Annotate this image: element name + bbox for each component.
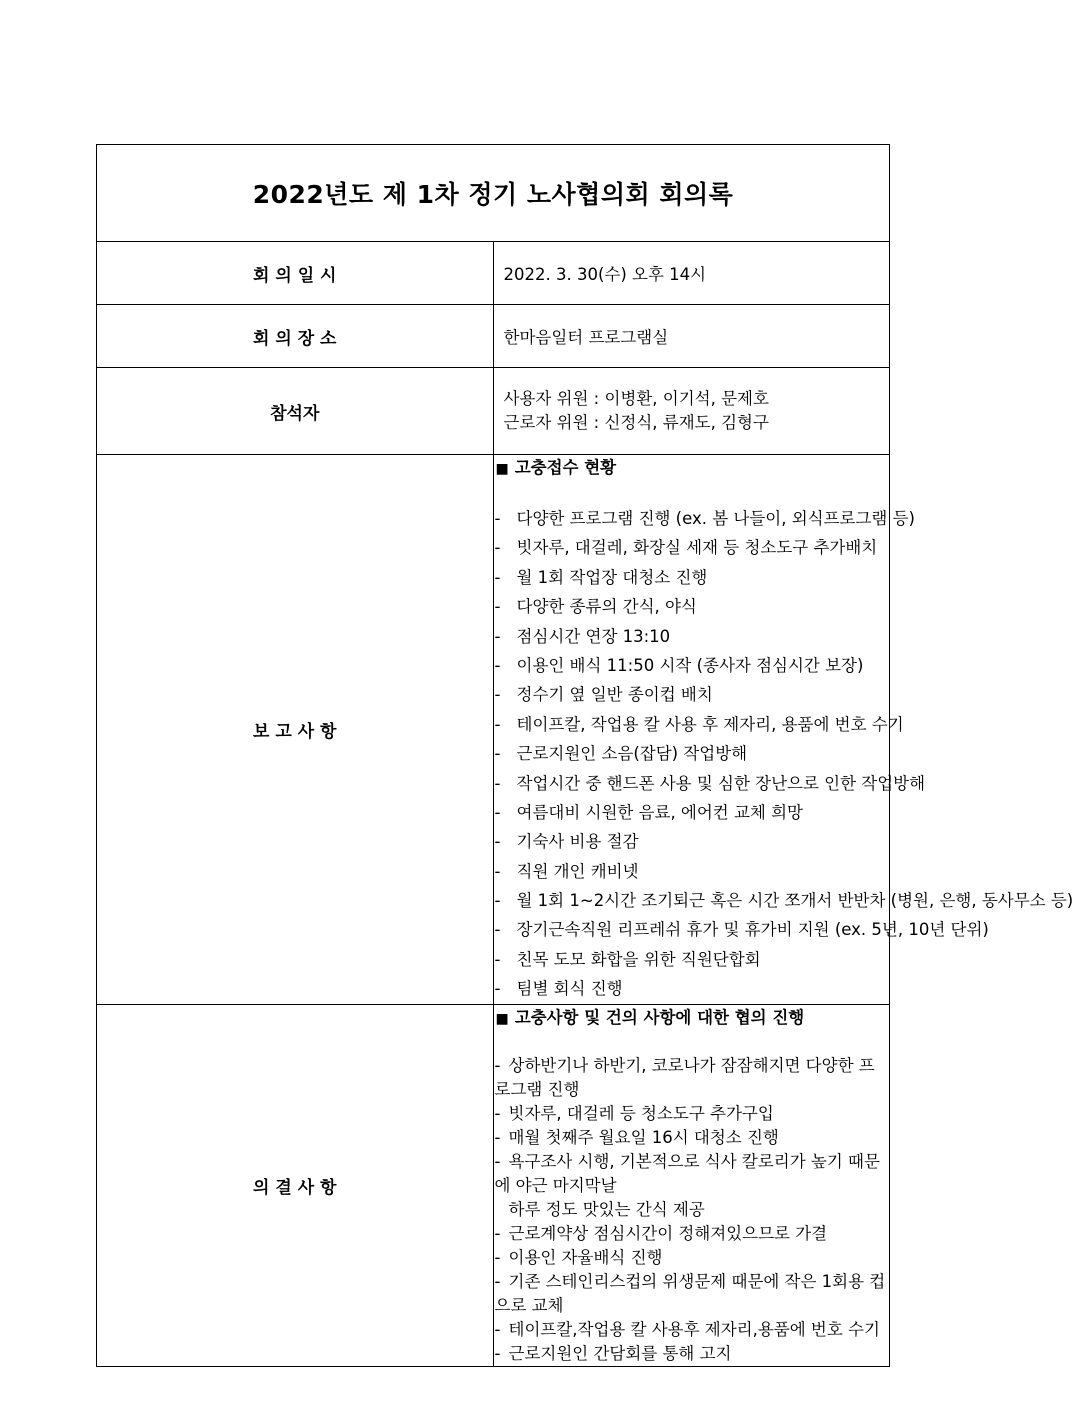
decision-item-text: 매월 첫째주 월요일 16시 대청소 진행: [508, 1127, 779, 1147]
report-list-item: [494, 504, 915, 533]
report-heading: [494, 457, 890, 480]
decision-list-item: [494, 1222, 890, 1246]
report-item-text: 정수기 옆 일반 종이컵 배치: [516, 685, 713, 705]
report-list-item: [494, 827, 890, 856]
dash-bullet: -: [494, 597, 501, 617]
report-list-item: [494, 710, 904, 739]
report-list-item: [494, 915, 989, 944]
dash-bullet: -: [494, 1055, 501, 1075]
decision-item-text: 근로지원인 간담회를 통해 고지: [508, 1343, 732, 1363]
label-attendees: 참석자: [97, 368, 494, 455]
report-item-text: 빗자루, 대걸레, 화장실 세재 등 청소도구 추가배치: [516, 538, 878, 558]
report-list-item: [494, 680, 890, 709]
dash-bullet: -: [494, 1319, 501, 1339]
label-report: 보 고 사 항: [97, 455, 494, 1005]
dash-bullet: -: [494, 832, 501, 852]
dash-bullet: -: [494, 655, 501, 675]
dash-bullet: -: [494, 1271, 501, 1291]
decision-item-text: 빗자루, 대걸레 등 청소도구 추가구입: [508, 1103, 774, 1123]
value-attendees: [493, 368, 890, 455]
dash-bullet: -: [494, 714, 501, 734]
decision-list-item: [494, 1150, 890, 1222]
decision-list-item: [494, 1270, 890, 1318]
row-meeting-date: [97, 242, 890, 305]
report-heading-text: 고충접수 현황: [514, 458, 617, 477]
decision-list-item: [494, 1318, 890, 1342]
row-decision: [97, 1004, 890, 1366]
dash-bullet: -: [494, 1247, 501, 1267]
dash-bullet: -: [494, 509, 501, 528]
decision-item-text: 테이프칼,작업용 칼 사용후 제자리,용품에 번호 수기: [508, 1319, 880, 1339]
attendees-employer: 사용자 위원 : 이병환, 이기석, 문제호: [503, 389, 769, 408]
decision-item-continuation: 하루 정도 맛있는 간식 제공: [508, 1199, 705, 1219]
row-attendees: [97, 368, 890, 455]
report-item-text: 월 1회 1~2시간 조기퇴근 혹은 시간 쪼개서 반반차 (병원, 은행, 동사무소 등): [516, 891, 1073, 911]
dash-bullet: -: [494, 861, 501, 881]
value-meeting-date: 2022. 3. 30(수) 오후 14시: [493, 242, 890, 305]
report-item-text: 기숙사 비용 절감: [516, 832, 639, 852]
report-content: [493, 455, 1073, 1005]
dash-bullet: -: [494, 744, 501, 764]
report-list-item: [494, 886, 1073, 915]
dash-bullet: -: [494, 979, 501, 999]
title-cell: [97, 145, 890, 242]
dash-bullet: -: [494, 773, 501, 793]
decision-heading: [494, 1007, 890, 1030]
report-item-text: 장기근속직원 리프레쉬 휴가 및 휴가비 지원 (ex. 5년, 10년 단위): [516, 920, 989, 940]
row-report: [97, 455, 890, 1005]
report-item-text: 월 1회 작업장 대청소 진행: [516, 567, 708, 587]
dash-bullet: -: [494, 1103, 501, 1123]
label-meeting-date: 회 의 일 시: [97, 242, 494, 305]
report-item-text: 작업시간 중 핸드폰 사용 및 심한 장난으로 인한 작업방해: [516, 773, 926, 793]
report-list-item: [494, 857, 890, 886]
decision-item-text: 욕구조사 시행, 기본적으로 식사 칼로리가 높기 때문에 야근 마지막날: [494, 1151, 880, 1195]
report-list-item: [494, 739, 890, 768]
decision-item-text: 기존 스테인리스컵의 위생문제 때문에 작은 1회용 컵으로 교체: [494, 1271, 886, 1315]
report-item-text: 다양한 종류의 간식, 야식: [516, 597, 697, 617]
decision-list: [494, 1054, 890, 1366]
report-item-text: 점심시간 연장 13:10: [516, 626, 671, 646]
dash-bullet: -: [494, 1151, 501, 1171]
report-list-item: [494, 622, 890, 651]
dash-bullet: -: [494, 685, 501, 705]
report-list-item: [494, 533, 890, 562]
dash-bullet: -: [494, 626, 501, 646]
dash-bullet: -: [494, 949, 501, 969]
dash-bullet: -: [494, 920, 501, 940]
report-list-item: [494, 563, 890, 592]
decision-item-text: 상하반기나 하반기, 코로나가 잠잠해지면 다양한 프로그램 진행: [494, 1055, 875, 1099]
report-item-text: 팀별 회식 진행: [516, 979, 623, 999]
report-item-text: 테이프칼, 작업용 칼 사용 후 제자리, 용품에 번호 수기: [516, 714, 904, 734]
dash-bullet: -: [494, 538, 501, 558]
report-list-item: [494, 592, 890, 621]
decision-content: [493, 1004, 890, 1366]
dash-bullet: -: [494, 1343, 501, 1363]
report-item-text: 다양한 프로그램 진행 (ex. 봄 나들이, 외식프로그램 등): [516, 509, 915, 528]
attendees-employee: 근로자 위원 : 신정식, 류재도, 김형구: [503, 413, 769, 432]
dash-bullet: -: [494, 891, 501, 911]
value-meeting-place: 한마음일터 프로그램실: [493, 305, 890, 368]
report-list-item: [494, 651, 890, 680]
label-meeting-place: 회 의 장 소: [97, 305, 494, 368]
report-item-text: 근로지원인 소음(잡담) 작업방해: [516, 744, 748, 764]
report-item-text: 이용인 배식 11:50 시작 (종사자 점심시간 보장): [516, 655, 864, 675]
document-title: 2022년도 제 1차 정기 노사협의회 회의록: [252, 180, 734, 209]
report-list: [494, 504, 1073, 1004]
report-item-text: 친목 도모 화합을 위한 직원단합회: [516, 949, 761, 969]
label-decision: 의 결 사 항: [97, 1004, 494, 1366]
dash-bullet: -: [494, 1223, 501, 1243]
decision-list-item: [494, 1126, 890, 1150]
report-list-item: [494, 798, 890, 827]
square-bullet-icon: ■: [495, 1010, 509, 1027]
report-list-item: [494, 945, 890, 974]
dash-bullet: -: [494, 802, 501, 822]
decision-list-item: [494, 1054, 890, 1102]
decision-list-item: [494, 1342, 890, 1366]
report-item-text: 직원 개인 캐비넷: [516, 861, 639, 881]
square-bullet-icon: ■: [495, 461, 509, 477]
report-list-item: [494, 974, 890, 1003]
decision-heading-text: 고충사항 및 건의 사항에 대한 협의 진행: [514, 1007, 805, 1027]
dash-bullet: -: [494, 1127, 501, 1147]
meeting-minutes-table: [96, 144, 1073, 1367]
decision-list-item: [494, 1246, 890, 1270]
dash-bullet: -: [494, 567, 501, 587]
row-meeting-place: [97, 305, 890, 368]
decision-item-text: 근로계약상 점심시간이 정해져있으므로 가결: [508, 1223, 828, 1243]
decision-list-item: [494, 1102, 890, 1126]
decision-item-text: 이용인 자율배식 진행: [508, 1247, 663, 1267]
report-item-text: 여름대비 시원한 음료, 에어컨 교체 희망: [516, 802, 803, 822]
report-list-item: [494, 769, 926, 798]
